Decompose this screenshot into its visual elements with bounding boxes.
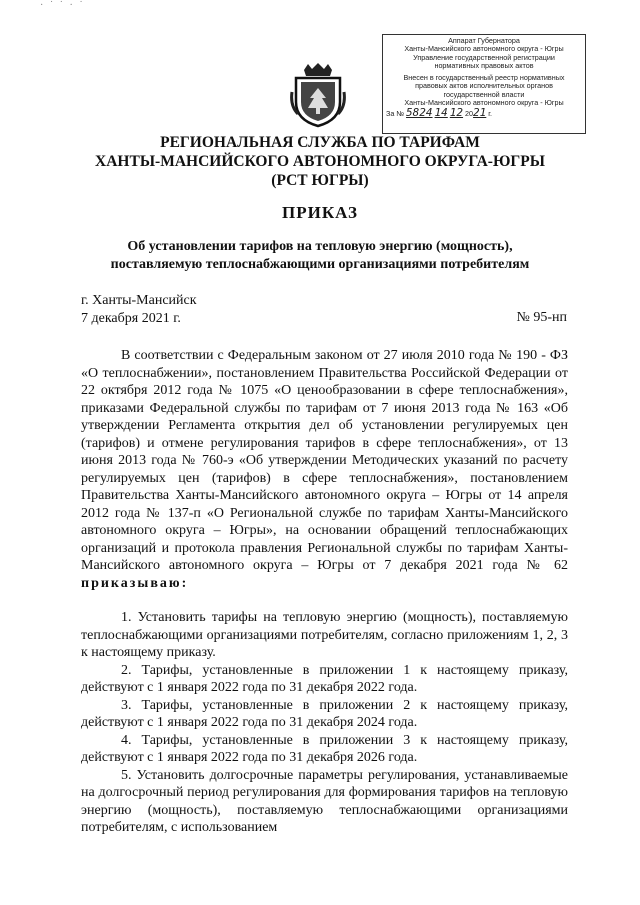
authority-line-1: РЕГИОНАЛЬНАЯ СЛУЖБА ПО ТАРИФАМ xyxy=(160,134,480,151)
reg-suffix: г. xyxy=(488,109,493,119)
order-item: 4. Тарифы, установленные в приложении 3 к настоящему приказу, действуют с 1 января 2022 года по 31 декабря 2026 года. xyxy=(81,732,568,765)
stamp-line: Ханты-Мансийского автономного округа - Югры xyxy=(404,98,564,108)
reg-number: 5824 xyxy=(406,106,433,120)
stamp-line: нормативных правовых актов xyxy=(434,60,534,70)
stamp-line: Управление государственной регистрации xyxy=(413,52,555,62)
document-body xyxy=(81,347,568,837)
order-item: 2. Тарифы, установленные в приложении 1 к настоящему приказу, действуют с 1 января 2022 года по 31 декабря 2022 года. xyxy=(81,662,568,695)
stamp-line: государственной власти xyxy=(443,89,525,99)
reg-year-prefix: 20 xyxy=(465,109,474,119)
preamble-text: В соответствии с Федеральным законом от 27 июля 2010 года № 190 - ФЗ «О теплоснабжении», постановлением Правительства Российской Федерации от 22 октября 2012 года № 1075 «О ценообразовании в сфере теплоснабжения», приказами Федеральной службы по тарифам от 7 июня 2013 года № 163 «Об утверждении Регламента открытия дел об установлении регулируемых цен (тарифов) и отмене регулирования тарифов в сфере теплоснабжения», от 13 июня 2013 года № 760-э «Об утверждении Методических указаний по расчету регулируемых цен (тарифов) в сфере теплоснабжения», постановлением Правительства Ханты-Мансийского автономного округа – Югры от 14 апреля 2012 года № 137-п «О Региональной службе по тарифам Ханты-Мансийского автономного округа – Югры», на основании обращений теплоснабжающих организаций и протокола правления Региональной службы по тарифам Ханты-Мансийского автономного округа – Югры от 7 декабря 2021 года № 62 xyxy=(81,348,568,573)
scan-footer xyxy=(0,888,640,905)
scan-mark: · ˙ ˙ · ˙ xyxy=(40,0,85,11)
coat-of-arms-emblem xyxy=(290,62,346,128)
registration-stamp xyxy=(382,34,586,134)
order-item: 3. Тарифы, установленные в приложении 2 к настоящему приказу, действуют с 1 января 2022 года по 31 декабря 2024 года. xyxy=(81,697,568,730)
stamp-line: Аппарат Губернатора xyxy=(448,36,520,45)
issuing-authority xyxy=(0,133,640,190)
authority-line-3: (РСТ ЮГРЫ) xyxy=(271,172,369,189)
order-item: 5. Установить долгосрочные параметры регулирования, устанавливаемые на долгосрочный период регулирования для формирования тарифов на тепловую энергию (мощность), поставляемую теплоснабжающими организациями потребителям, с использованием xyxy=(81,767,568,835)
reg-month: 12 xyxy=(449,106,464,120)
subject-line-2: поставляемую теплоснабжающими организациями потребителям xyxy=(110,257,530,272)
reg-day: 14 xyxy=(434,106,448,120)
document-number: № 95-нп xyxy=(516,310,567,325)
place-and-date xyxy=(81,292,197,328)
stamp-line: правовых актов исполнительных органов xyxy=(415,81,553,91)
date: 7 декабря 2021 г. xyxy=(81,311,181,326)
stamp-line: Внесен в государственный реестр нормативных xyxy=(403,73,565,83)
document-title: ПРИКАЗ xyxy=(282,203,358,222)
stamp-registration xyxy=(386,106,582,120)
reg-year: 21 xyxy=(473,106,487,120)
stamp-line: Ханты-Мансийского автономного округа - Югры xyxy=(404,44,564,54)
authority-line-2: ХАНТЫ-МАНСИЙСКОГО АВТОНОМНОГО ОКРУГА-ЮГРЫ xyxy=(95,153,545,170)
reg-prefix: За № xyxy=(386,109,405,119)
document-subject xyxy=(0,238,640,274)
subject-line-1: Об установлении тарифов на тепловую энергию (мощность), xyxy=(127,239,513,254)
place: г. Ханты-Мансийск xyxy=(81,293,197,308)
preamble-paragraph xyxy=(81,347,568,592)
order-item: 1. Установить тарифы на тепловую энергию (мощность), поставляемую теплоснабжающими организациями потребителям, согласно приложениям 1, 2, 3 к настоящему приказу. xyxy=(81,610,568,660)
order-word: приказываю: xyxy=(81,575,189,591)
